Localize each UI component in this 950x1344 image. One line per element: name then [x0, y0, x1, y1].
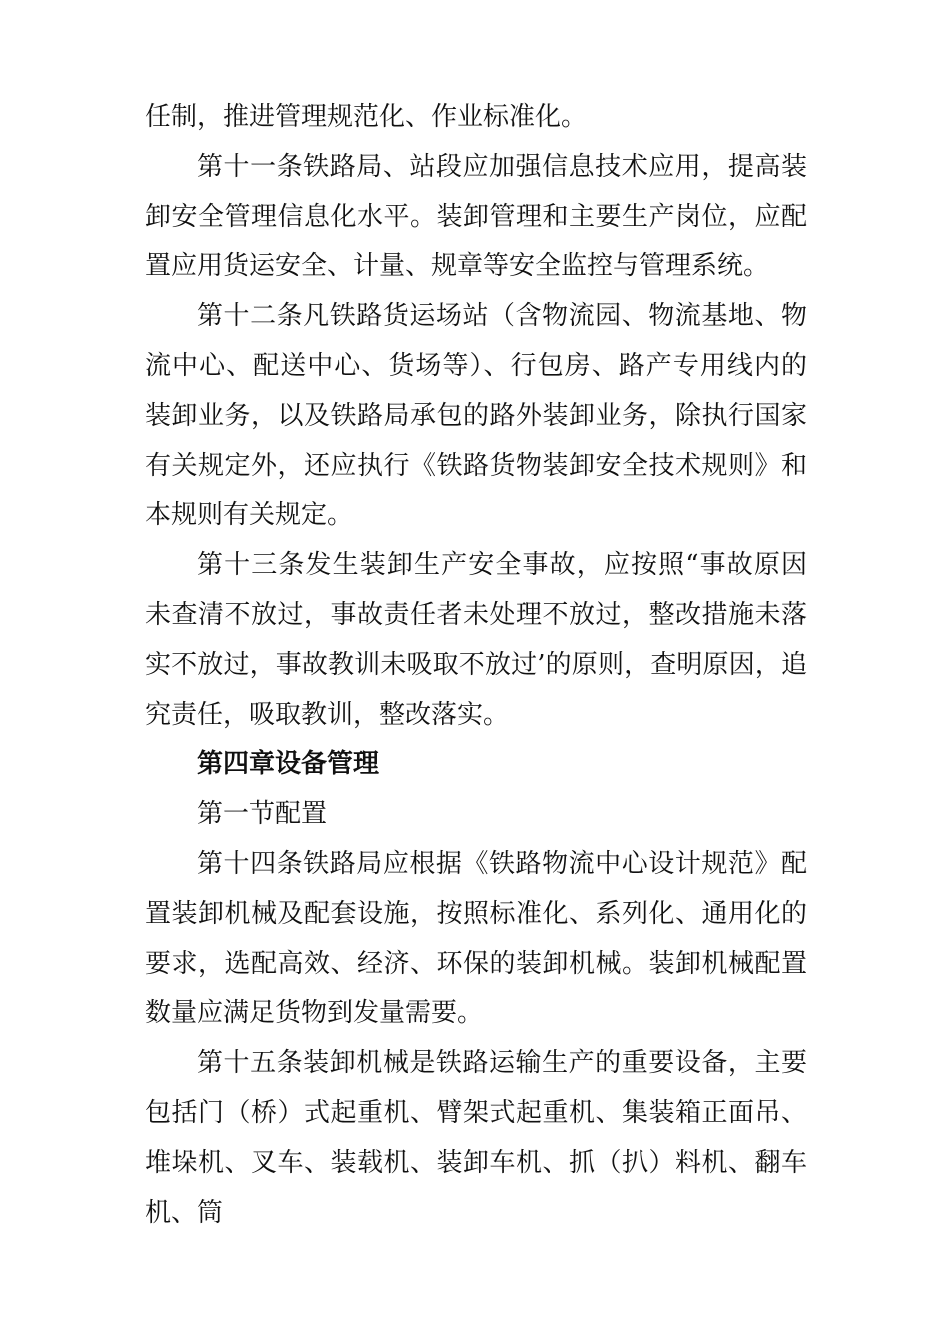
section-heading: 第一节配置 [197, 799, 328, 830]
document-body [145, 93, 807, 1238]
paragraph-article-11: 第十一条铁路局、站段应加强信息技术应用，提高装卸安全管理信息化水平。装卸管理和主要生产岗位，应配置应用货运安全、计量、规章等安全监控与管理系统。 [145, 151, 807, 282]
paragraph-article-13: 第十三条发生装卸生产安全事故，应按照“事故原因未查清不放过，事故责任者未处理不放过，整改措施未落实不放过，事故教训未吸取不放过’的原则，查明原因，追究责任，吸取教训，整改落实。 [145, 550, 807, 730]
paragraph-article-15: 第十五条装卸机械是铁路运输生产的重要设备，主要包括门（桥）式起重机、臂架式起重机、集装箱正面吊、堆垛机、叉车、装载机、装卸车机、抓（扒）料机、翻车机、筒 [145, 1048, 807, 1228]
paragraph-article-12: 第十二条凡铁路货运场站（含物流园、物流基地、物流中心、配送中心、货场等）、行包房、路产专用线内的装卸业务，以及铁路局承包的路外装卸业务，除执行国家有关规定外，还应执行《铁路货物装卸安全技术规则》和本规则有关规定。 [145, 301, 807, 531]
paragraph-continuation: 任制，推进管理规范化、作业标准化。 [145, 102, 588, 132]
paragraph-article-14: 第十四条铁路局应根据《铁路物流中心设计规范》配置装卸机械及配套设施，按照标准化、系列化、通用化的要求，选配高效、经济、环保的装卸机械。装卸机械配置数量应满足货物到发量需要。 [145, 848, 807, 1029]
chapter-heading: 第四章设备管理 [197, 749, 380, 780]
